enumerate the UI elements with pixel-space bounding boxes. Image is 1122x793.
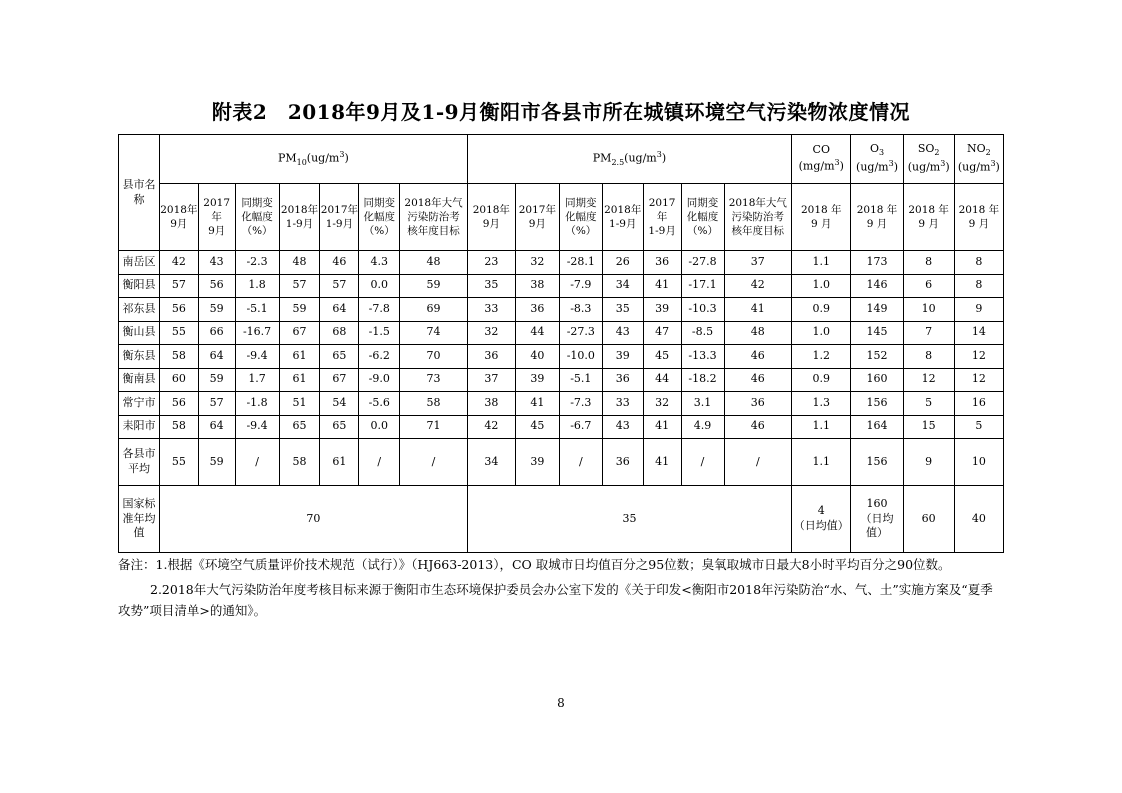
- national-pm25-value: 35: [467, 486, 791, 553]
- table-cell: 32: [467, 321, 515, 345]
- table-cell: 46: [724, 345, 792, 369]
- national-co-value: 4 （日均值）: [792, 486, 851, 553]
- table-cell: 40: [515, 345, 559, 369]
- pm25-2017-ytd-header: 2017年 1-9月: [643, 184, 681, 251]
- table-cell: 0.0: [359, 415, 400, 439]
- table-cell: 12: [903, 368, 954, 392]
- table-cell: -6.7: [559, 415, 602, 439]
- table-cell: -8.3: [559, 298, 602, 322]
- county-name: 耒阳市: [119, 415, 160, 439]
- table-cell: 61: [279, 368, 320, 392]
- table-cell: 64: [320, 298, 359, 322]
- table-cell: -10.3: [681, 298, 724, 322]
- table-cell: -5.1: [559, 368, 602, 392]
- table-cell: 4.3: [359, 251, 400, 275]
- table-cell: 0.9: [792, 298, 851, 322]
- table-cell: 58: [159, 415, 198, 439]
- avg-cell: 10: [954, 439, 1003, 486]
- table-cell: 44: [643, 368, 681, 392]
- county-name: 祁东县: [119, 298, 160, 322]
- average-row-label: 各县市 平均: [119, 439, 160, 486]
- table-cell: 8: [903, 345, 954, 369]
- avg-cell: /: [559, 439, 602, 486]
- co-header: CO $(mg/m^3)$: [792, 135, 851, 184]
- table-cell: 1.8: [235, 274, 279, 298]
- table-cell: 41: [643, 274, 681, 298]
- table-cell: 39: [515, 368, 559, 392]
- table-cell: 15: [903, 415, 954, 439]
- table-cell: 43: [198, 251, 235, 275]
- table-cell: 37: [467, 368, 515, 392]
- table-cell: 35: [602, 298, 643, 322]
- table-cell: -18.2: [681, 368, 724, 392]
- table-cell: 6: [903, 274, 954, 298]
- table-cell: 42: [159, 251, 198, 275]
- table-cell: 4.9: [681, 415, 724, 439]
- table-cell: 32: [643, 392, 681, 416]
- table-cell: 1.0: [792, 321, 851, 345]
- notes: [118, 554, 1004, 621]
- table-cell: -1.5: [359, 321, 400, 345]
- table-cell: 56: [159, 298, 198, 322]
- page-number: 8: [557, 696, 565, 710]
- table-cell: 67: [320, 368, 359, 392]
- table-cell: -16.7: [235, 321, 279, 345]
- avg-cell: 55: [159, 439, 198, 486]
- county-name: 衡南县: [119, 368, 160, 392]
- avg-cell: 36: [602, 439, 643, 486]
- avg-cell: /: [724, 439, 792, 486]
- table-cell: 1.1: [792, 251, 851, 275]
- county-name: 衡东县: [119, 345, 160, 369]
- table-cell: 26: [602, 251, 643, 275]
- table-cell: 45: [643, 345, 681, 369]
- table-cell: 56: [159, 392, 198, 416]
- average-row: [119, 439, 1004, 486]
- table-cell: 39: [602, 345, 643, 369]
- table-cell: 55: [159, 321, 198, 345]
- table-cell: 58: [400, 392, 468, 416]
- avg-cell: 41: [643, 439, 681, 486]
- no2-header: $NO_2$ $(ug/m^3)$: [954, 135, 1003, 184]
- pm25-2018-ytd-header: 2018年 1-9月: [602, 184, 643, 251]
- table-cell: 73: [400, 368, 468, 392]
- table-cell: -5.1: [235, 298, 279, 322]
- table-cell: -6.2: [359, 345, 400, 369]
- table-row: [119, 345, 1004, 369]
- avg-cell: 1.1: [792, 439, 851, 486]
- table-cell: 48: [279, 251, 320, 275]
- table-row: [119, 298, 1004, 322]
- table-cell: 149: [851, 298, 903, 322]
- avg-cell: 61: [320, 439, 359, 486]
- national-standard-row: [119, 486, 1004, 553]
- so2-header: $SO_2$ $(ug/m^3)$: [903, 135, 954, 184]
- national-so2-value: 60: [903, 486, 954, 553]
- table-cell: 1.0: [792, 274, 851, 298]
- table-cell: 36: [515, 298, 559, 322]
- table-cell: 51: [279, 392, 320, 416]
- note-1: 备注：1.根据《环境空气质量评价技术规范（试行）》（HJ663-2013），CO 取城市日均值百分之95位数；臭氧取城市日最大8小时平均百分之90位数。: [118, 557, 951, 572]
- table-cell: -9.4: [235, 345, 279, 369]
- table-cell: 1.2: [792, 345, 851, 369]
- avg-cell: /: [359, 439, 400, 486]
- table-cell: 173: [851, 251, 903, 275]
- table-cell: 39: [643, 298, 681, 322]
- table-cell: 14: [954, 321, 1003, 345]
- table-cell: 56: [198, 274, 235, 298]
- table-cell: 48: [400, 251, 468, 275]
- table-cell: 71: [400, 415, 468, 439]
- avg-cell: /: [400, 439, 468, 486]
- table-cell: -1.8: [235, 392, 279, 416]
- table-cell: 46: [724, 368, 792, 392]
- table-cell: 10: [903, 298, 954, 322]
- table-cell: 145: [851, 321, 903, 345]
- table-cell: 60: [159, 368, 198, 392]
- table-cell: 59: [198, 298, 235, 322]
- table-cell: 59: [198, 368, 235, 392]
- table-cell: 44: [515, 321, 559, 345]
- table-cell: 8: [954, 274, 1003, 298]
- table-row: [119, 274, 1004, 298]
- table-cell: 38: [515, 274, 559, 298]
- table-cell: 8: [903, 251, 954, 275]
- table-cell: -7.3: [559, 392, 602, 416]
- table-cell: 32: [515, 251, 559, 275]
- table-cell: 5: [954, 415, 1003, 439]
- avg-cell: 34: [467, 439, 515, 486]
- table-cell: 36: [724, 392, 792, 416]
- national-no2-value: 40: [954, 486, 1003, 553]
- table-cell: 156: [851, 392, 903, 416]
- table-cell: 37: [724, 251, 792, 275]
- table-cell: 1.3: [792, 392, 851, 416]
- table-cell: 8: [954, 251, 1003, 275]
- table-cell: 164: [851, 415, 903, 439]
- table-cell: 146: [851, 274, 903, 298]
- table-cell: 9: [954, 298, 1003, 322]
- table-cell: 33: [467, 298, 515, 322]
- table-cell: -8.5: [681, 321, 724, 345]
- table-cell: -5.6: [359, 392, 400, 416]
- pm10-2018-ytd-header: 2018年 1-9月: [279, 184, 320, 251]
- table-cell: -13.3: [681, 345, 724, 369]
- county-name: 衡阳县: [119, 274, 160, 298]
- table-row: [119, 251, 1004, 275]
- table-cell: 42: [724, 274, 792, 298]
- table-cell: 61: [279, 345, 320, 369]
- table-cell: 57: [159, 274, 198, 298]
- table-cell: 0.0: [359, 274, 400, 298]
- pm10-2018-sep-header: 2018年 9月: [159, 184, 198, 251]
- note-2: 2.2018年大气污染防治年度考核目标来源于衡阳市生态环境保护委员会办公室下发的《关于印发<衡阳市2018年污染防治“水、气、土”实施方案及“夏季攻势”项目清单>的通知》。: [118, 582, 993, 618]
- table-cell: 57: [279, 274, 320, 298]
- table-cell: 64: [198, 345, 235, 369]
- table-cell: 59: [279, 298, 320, 322]
- table-cell: 69: [400, 298, 468, 322]
- avg-cell: 39: [515, 439, 559, 486]
- table-cell: 160: [851, 368, 903, 392]
- table-cell: 57: [198, 392, 235, 416]
- table-cell: -27.8: [681, 251, 724, 275]
- table-cell: 46: [320, 251, 359, 275]
- table-cell: 36: [643, 251, 681, 275]
- table-cell: 65: [320, 415, 359, 439]
- pm10-target-header: 2018年大气 污染防治考 核年度目标: [400, 184, 468, 251]
- table-cell: 43: [602, 415, 643, 439]
- avg-cell: /: [681, 439, 724, 486]
- air-quality-table: [118, 134, 1004, 553]
- pm10-yoy-ytd-header: 同期变 化幅度 （%）: [359, 184, 400, 251]
- national-o3-value: 160 （日均 值）: [851, 486, 903, 553]
- national-standard-label: 国家标 准年均 值: [119, 486, 160, 553]
- table-cell: 5: [903, 392, 954, 416]
- table-cell: 34: [602, 274, 643, 298]
- table-cell: 67: [279, 321, 320, 345]
- table-cell: 43: [602, 321, 643, 345]
- table-cell: 36: [602, 368, 643, 392]
- table-cell: 45: [515, 415, 559, 439]
- table-cell: -28.1: [559, 251, 602, 275]
- table-cell: 35: [467, 274, 515, 298]
- avg-cell: 59: [198, 439, 235, 486]
- county-name: 衡山县: [119, 321, 160, 345]
- pm10-2017-ytd-header: 2017年 1-9月: [320, 184, 359, 251]
- table-cell: 65: [279, 415, 320, 439]
- pm25-yoy-ytd-header: 同期变 化幅度 （%）: [681, 184, 724, 251]
- table-cell: 16: [954, 392, 1003, 416]
- county-column-header: 县市名称: [119, 135, 160, 251]
- table-cell: 12: [954, 368, 1003, 392]
- table-cell: 12: [954, 345, 1003, 369]
- county-name: 常宁市: [119, 392, 160, 416]
- table-cell: 48: [724, 321, 792, 345]
- table-cell: 65: [320, 345, 359, 369]
- table-cell: -17.1: [681, 274, 724, 298]
- table-row: [119, 321, 1004, 345]
- o3-2018-sep-header: 2018 年 9 月: [851, 184, 903, 251]
- county-name: 南岳区: [119, 251, 160, 275]
- table-cell: 66: [198, 321, 235, 345]
- avg-cell: /: [235, 439, 279, 486]
- table-cell: -7.8: [359, 298, 400, 322]
- table-cell: -10.0: [559, 345, 602, 369]
- table-cell: 64: [198, 415, 235, 439]
- avg-cell: 9: [903, 439, 954, 486]
- table-cell: 46: [724, 415, 792, 439]
- table-cell: 58: [159, 345, 198, 369]
- pm10-group-header: $PM_{10}(ug/m^3)$: [159, 135, 467, 184]
- table-cell: -27.3: [559, 321, 602, 345]
- table-cell: -7.9: [559, 274, 602, 298]
- table-cell: -2.3: [235, 251, 279, 275]
- table-cell: 54: [320, 392, 359, 416]
- table-cell: 38: [467, 392, 515, 416]
- pm10-yoy-header: 同期变 化幅度 （%）: [235, 184, 279, 251]
- table-cell: 41: [515, 392, 559, 416]
- no2-2018-sep-header: 2018 年 9 月: [954, 184, 1003, 251]
- table-row: [119, 415, 1004, 439]
- pm25-2018-sep-header: 2018年 9月: [467, 184, 515, 251]
- table-cell: -9.4: [235, 415, 279, 439]
- pm25-group-header: $PM_{2.5}(ug/m^3)$: [467, 135, 791, 184]
- table-row: [119, 368, 1004, 392]
- pm25-target-header: 2018年大气 污染防治考 核年度目标: [724, 184, 792, 251]
- table-cell: 0.9: [792, 368, 851, 392]
- table-cell: 3.1: [681, 392, 724, 416]
- table-cell: 57: [320, 274, 359, 298]
- national-pm10-value: 70: [159, 486, 467, 553]
- table-cell: 68: [320, 321, 359, 345]
- table-cell: 33: [602, 392, 643, 416]
- table-cell: -9.0: [359, 368, 400, 392]
- table-cell: 47: [643, 321, 681, 345]
- table-cell: 70: [400, 345, 468, 369]
- table-cell: 41: [643, 415, 681, 439]
- so2-2018-sep-header: 2018 年 9 月: [903, 184, 954, 251]
- pm25-yoy-header: 同期变 化幅度 （%）: [559, 184, 602, 251]
- page-title: 附表2 2018年9月及1-9月衡阳市各县市所在城镇环境空气污染物浓度情况: [211, 100, 911, 124]
- table-cell: 1.1: [792, 415, 851, 439]
- pm10-2017-sep-header: 2017年 9月: [198, 184, 235, 251]
- table-cell: 7: [903, 321, 954, 345]
- table-cell: 23: [467, 251, 515, 275]
- table-cell: 152: [851, 345, 903, 369]
- avg-cell: 58: [279, 439, 320, 486]
- table-cell: 42: [467, 415, 515, 439]
- avg-cell: 156: [851, 439, 903, 486]
- table-row: [119, 392, 1004, 416]
- table-cell: 36: [467, 345, 515, 369]
- o3-header: $O_3$ $(ug/m^3)$: [851, 135, 903, 184]
- pm25-2017-sep-header: 2017年 9月: [515, 184, 559, 251]
- table-cell: 41: [724, 298, 792, 322]
- table-cell: 1.7: [235, 368, 279, 392]
- table-cell: 74: [400, 321, 468, 345]
- table-cell: 59: [400, 274, 468, 298]
- co-2018-sep-header: 2018 年 9 月: [792, 184, 851, 251]
